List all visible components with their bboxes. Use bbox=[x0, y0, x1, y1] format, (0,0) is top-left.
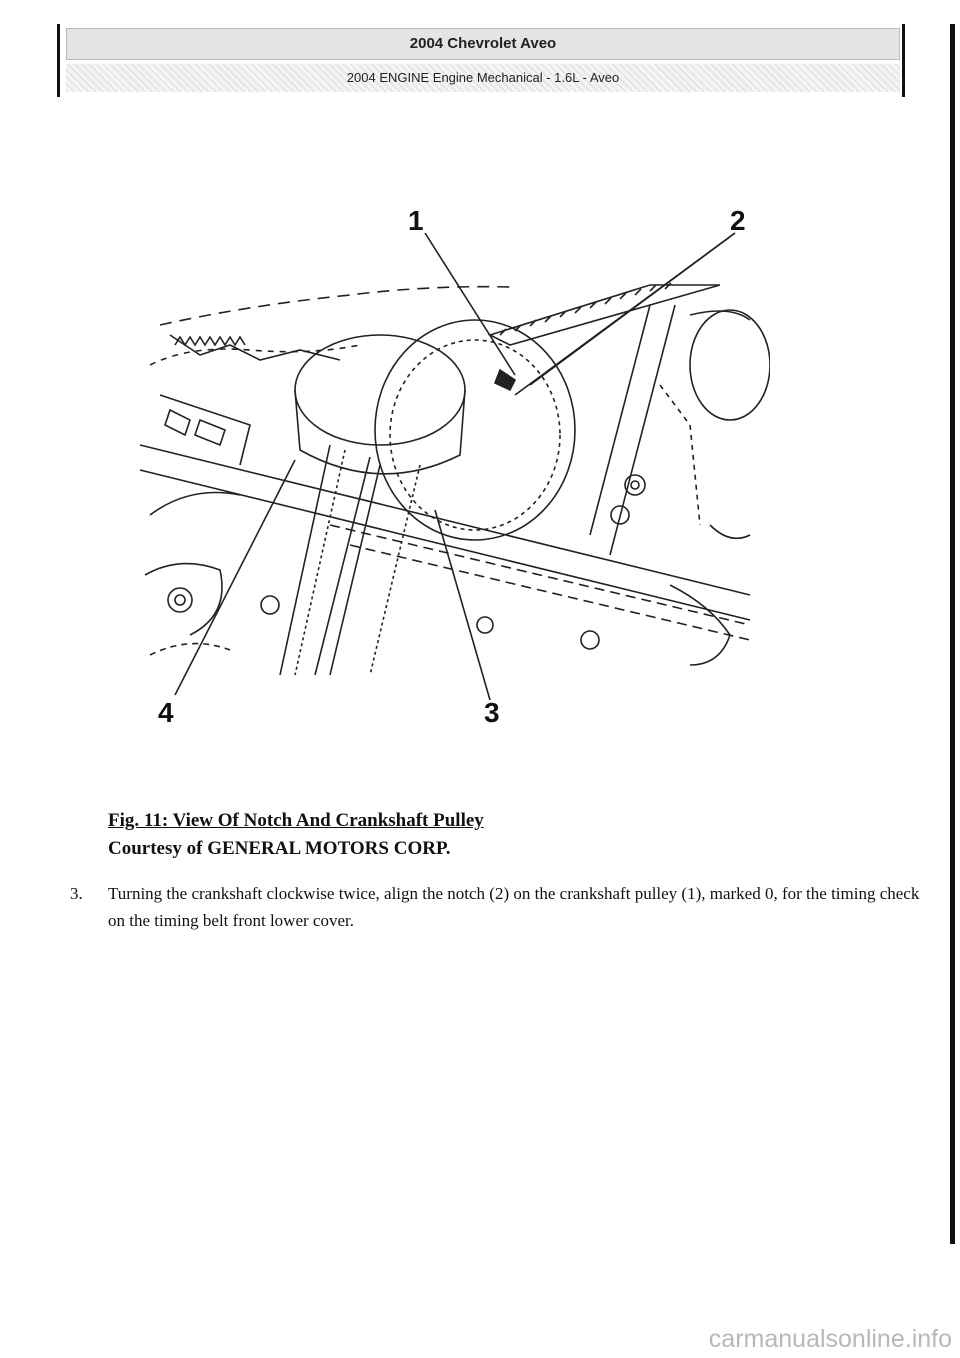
callout-4: 4 bbox=[158, 697, 174, 728]
step-number: 3. bbox=[70, 884, 83, 903]
crankshaft-pulley-drawing bbox=[130, 195, 770, 735]
caption-credit: Courtesy of GENERAL MOTORS CORP. bbox=[108, 838, 451, 859]
callout-1: 1 bbox=[408, 205, 424, 236]
document-header bbox=[66, 28, 900, 92]
header-title: 2004 Chevrolet Aveo bbox=[66, 28, 900, 60]
page-border-left bbox=[57, 24, 60, 97]
page-border-right bbox=[902, 24, 905, 97]
site-watermark: carmanualsonline.info bbox=[708, 1325, 952, 1353]
procedure-step bbox=[70, 880, 920, 934]
page-rule-right bbox=[950, 24, 955, 1244]
callout-3: 3 bbox=[484, 697, 500, 728]
step-text: Turning the crankshaft clockwise twice, align the notch (2) on the crankshaft pulley (1), marked 0, for the timing check on the timing belt front lower cover. bbox=[108, 884, 920, 930]
callout-2: 2 bbox=[730, 205, 746, 236]
engine-illustration bbox=[130, 195, 770, 735]
figure-caption bbox=[108, 810, 484, 860]
caption-title: Fig. 11: View Of Notch And Crankshaft Pulley bbox=[108, 810, 484, 831]
header-subtitle: 2004 ENGINE Engine Mechanical - 1.6L - Aveo bbox=[66, 64, 900, 92]
